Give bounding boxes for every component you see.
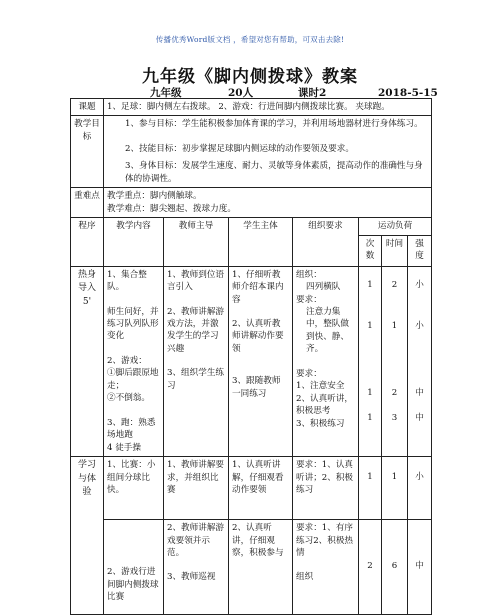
topic-row: [71, 99, 432, 116]
warmup-time-value: 3: [391, 412, 398, 423]
goal-participation: 1、参与目标：学生能积极参加体育课的学习，并利用场地器材进行身体练习。: [125, 119, 423, 130]
warmup-content-line: 1、集合整队。: [107, 269, 147, 293]
warmup-intensity-value: 中: [415, 412, 424, 423]
learning-teacher-2-extra: 3、教师巡视: [167, 572, 216, 583]
warmup-times-value: 1: [367, 279, 373, 290]
warmup-teacher: [164, 266, 229, 456]
warmup-times-value: 1: [367, 387, 373, 398]
difficult-point: 教学难点：脚尖翘起、拨球力度。: [107, 203, 236, 214]
learning-times-1: [359, 457, 382, 520]
warmup-content-line: ②不倒翁。: [107, 393, 150, 404]
key-points-row: [71, 188, 432, 218]
warmup-student-line: 3、跟随教师一同练习: [232, 376, 281, 399]
learning-stage: 学习与体验: [71, 457, 104, 615]
warmup-row: [71, 266, 432, 456]
col-intensity: 强度: [408, 235, 432, 266]
col-content: 教学内容: [104, 218, 164, 266]
topic-text: 1、足球：脚内侧左右拨球。 2、游戏：行进间脚内侧拨球比赛。 夹球跑。: [104, 99, 432, 116]
warmup-content: [104, 266, 164, 456]
warmup-content-line: 师生问好，并练习队列队形变化: [107, 306, 159, 342]
warmup-student: [229, 266, 293, 456]
lesson-number: 课时2: [298, 87, 327, 99]
learning-org-2-text: 要求：1、有序练习2、积极热情: [296, 523, 354, 558]
warmup-time-value: 2: [391, 279, 398, 290]
warmup-intensity: [408, 266, 432, 456]
learning-organization-1: 要求：1、认真听讲；2、积极练习: [293, 457, 359, 520]
goals-label: 教学目标: [71, 116, 104, 188]
warmup-org-line: 2、认真听讲，积极思考: [296, 393, 354, 417]
warmup-org-line: 要求：: [296, 368, 322, 379]
warmup-student-line: 1、仔细听教师介绍本课内容: [232, 269, 284, 305]
col-student: 学生主体: [229, 218, 293, 266]
learning-org-2-extra: 组织: [296, 572, 314, 583]
learning-content-2: [104, 520, 164, 615]
warmup-content-line: 4 徒手操: [107, 442, 141, 453]
learning-time-value: 1: [391, 472, 398, 483]
goal-skill: 2、技能目标：初步掌握足球脚内侧运球的动作要领及要求。: [125, 143, 354, 154]
learning-intensity-value: 小: [415, 472, 424, 483]
warmup-times-value: 1: [367, 412, 373, 423]
learning-content-1: 1、比赛：小组间分球比快。: [104, 457, 164, 520]
warmup-student-line: 2、认真听教师讲解动作要领: [232, 318, 284, 354]
col-times: 次数: [359, 235, 382, 266]
learning-teacher-2: [164, 520, 229, 615]
learning-time-2: [382, 520, 408, 615]
learning-times-value: 1: [367, 472, 373, 483]
key-point: 教学重点：脚内侧触球。: [107, 191, 202, 202]
learning-intensity-2: [408, 520, 432, 615]
warmup-org-line: 3、积极练习: [296, 418, 345, 429]
warmup-teacher-line: 3、组织学生练习: [167, 368, 225, 391]
goal-physical: 3、身体目标：发展学生速度、耐力、灵敏等身体素质，提高动作的准确性与身体的协调性。: [125, 161, 423, 184]
student-count: 20人: [228, 87, 254, 99]
learning-times-2: [359, 520, 382, 615]
learning-row-2: [71, 520, 432, 615]
learning-times-value: 2: [367, 561, 373, 572]
key-points-cell: [104, 188, 432, 218]
warmup-times: [359, 266, 382, 456]
key-points-label: 重难点: [71, 188, 104, 218]
warmup-times-value: 1: [367, 320, 373, 331]
warmup-time-value: 2: [391, 387, 398, 398]
warmup-intensity-value: 小: [415, 279, 424, 290]
document-title: 九年级《脚内侧拨球》教案: [142, 67, 358, 87]
lesson-date: 2018-5-15: [378, 87, 438, 99]
warmup-org-line: 组织：: [296, 269, 322, 280]
learning-student-2: 2、认真听讲，仔细观察，积极参与: [229, 520, 293, 615]
warmup-org-line: 注意力集中，整队做到快、静、齐。: [306, 306, 349, 355]
column-header-row: [71, 218, 432, 235]
learning-teacher-1: 1、教师讲解要求，并组织比赛: [164, 457, 229, 520]
warmup-time-value: 1: [391, 320, 398, 331]
learning-row-1: [71, 457, 432, 520]
header-note: 传播优秀Word版文档 ，希望对您有帮助，可双击去除!: [155, 35, 345, 44]
goals-cell: [104, 116, 432, 188]
col-teacher: 教师主导: [164, 218, 229, 266]
learning-organization-2: [293, 520, 359, 615]
learning-intensity-1: [408, 457, 432, 520]
warmup-org-line: 1、注意安全: [296, 381, 345, 392]
learning-time-1: [382, 457, 408, 520]
learning-intensity-value: 中: [415, 561, 424, 572]
learning-time-value: 6: [391, 561, 398, 572]
lesson-plan-table: [70, 98, 432, 615]
warmup-organization: [293, 266, 359, 456]
warmup-org-line: 四列横队: [306, 282, 341, 293]
warmup-content-line: 2、游戏：: [107, 355, 147, 366]
warmup-content-line: 3、跑：熟悉场地跑: [107, 417, 156, 441]
warmup-content-line: ①脚后跟原地走；: [107, 368, 159, 391]
learning-teacher-2-text: 2、教师讲解游戏要领并示范。: [167, 523, 225, 558]
warmup-teacher-line: 1、教师到位语言引入: [167, 269, 225, 293]
col-load: 运动负荷: [359, 218, 432, 235]
warmup-stage: 热身导入5': [71, 266, 104, 456]
topic-label: 课题: [71, 99, 104, 116]
goals-row: [71, 116, 432, 188]
warmup-time: [382, 266, 408, 456]
warmup-intensity-value: 小: [415, 320, 424, 331]
warmup-intensity-value: 中: [415, 387, 424, 398]
learning-content-2-text: 2、游戏行进间脚内侧拨球比赛: [107, 567, 159, 602]
learning-student-1: 1、认真听讲解，仔细观看动作要领: [229, 457, 293, 520]
warmup-org-line: 要求：: [296, 294, 322, 305]
col-organization: 组织要求: [293, 218, 359, 266]
grade-label: 九年级: [150, 87, 182, 99]
col-time: 时间: [382, 235, 408, 266]
col-procedure: 程序: [71, 218, 104, 266]
warmup-teacher-line: 2、教师讲解游戏方法，并激发学生的学习兴趣: [167, 306, 225, 354]
